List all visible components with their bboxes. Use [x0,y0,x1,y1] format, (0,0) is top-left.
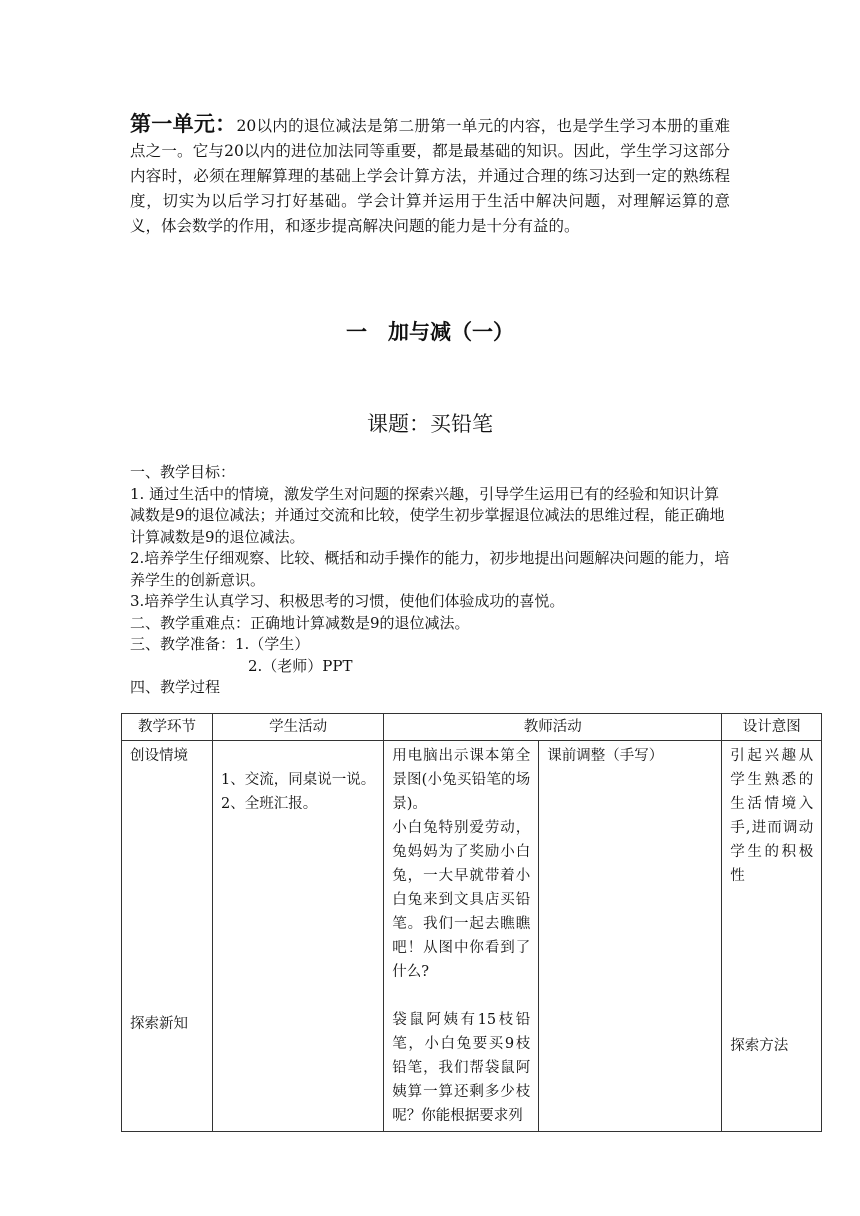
key-points: 二、教学重难点：正确地计算减数是9的退位减法。 [130,613,470,632]
preparation-item-2: 2.（老师）PPT [248,656,353,675]
teacher-activity-cell [384,741,539,1132]
goal-3: 3.培养学生认真学习、积极思考的习惯，使他们体验成功的喜悦。 [130,592,565,610]
teacher-activity-story: 小白兔特别爱劳动，兔妈妈为了奖励小白兔，一大早就带着小白兔来到文具店买铅笔。我们一起去瞧瞧吧！从图中你看到了什么? [392,820,531,980]
preparation-heading: 三、教学准备：1.（学生） [130,635,310,653]
process-heading: 四、教学过程 [130,678,221,696]
table-header-row [122,714,822,741]
header-stage: 教学环节 [122,714,213,741]
stage-explore-new: 探索新知 [130,1016,188,1032]
goals-heading: 一、教学目标： [130,463,236,481]
student-activity-cell [213,741,384,1132]
teacher-activity-intro: 用电脑出示课本第全景图(小兔买铅笔的场景)。 [392,748,531,812]
design-intent-cell [722,741,822,1132]
header-student-activity: 学生活动 [213,714,384,741]
teacher-activity-problem: 袋鼠阿姨有15枝铅笔，小白兔要买9枝铅笔，我们帮袋鼠阿姨算一算还剩多少枝呢？你能根据要求列 [392,1012,531,1124]
student-activity-1: 1、交流，同桌说一说。 [221,772,376,788]
goal-1: 1. 通过生活中的情境，激发学生对问题的探索兴趣，引导学生运用已有的经验和知识计算减数是9的退位减法；并通过交流和比较，使学生初步掌握退位减法的思维过程，能正确地计算减数是9的退位减法。 [130,484,725,546]
table-row [122,741,822,1132]
unit-intro-paragraph [130,112,730,239]
stage-create-situation: 创设情境 [130,748,188,764]
teacher-adjustment-cell [539,741,722,1132]
header-teacher-activity: 教师活动 [384,714,722,741]
lesson-plan-body [130,462,730,699]
unit-title: 一 加与减（一） [346,320,514,344]
unit-intro-text: 20以内的退位减法是第二册第一单元的内容，也是学生学习本册的重难点之一。它与20以内的进位加法同等重要，都是最基础的知识。因此，学生学习这部分内容时，必须在理解算理的基础上学会计算方法，并通过合理的练习达到一定的熟练程度，切实为以后学习打好基础。学会计算并运用于生活中解决问题，对理解运算的意义，体会数学的作用，和逐步提高解决问题的能力是十分有益的。 [130,117,730,235]
lesson-title: 课题：买铅笔 [367,412,493,436]
stage-cell [122,741,213,1132]
unit-label: 第一单元： [130,112,237,136]
header-design-intent: 设计意图 [722,714,822,741]
design-intent-1: 引起兴趣从学生熟悉的生活情境入手,进而调动学生的积极性 [730,748,814,884]
goal-2: 2.培养学生仔细观察、比较、概括和动手操作的能力，初步地提出问题解决问题的能力，培养学生的创新意识。 [130,549,730,589]
teaching-process-table [121,713,822,1132]
teacher-adjustment: 课前调整（手写） [547,748,664,764]
design-intent-2: 探索方法 [730,1038,789,1054]
student-activity-2: 2、全班汇报。 [221,796,318,812]
